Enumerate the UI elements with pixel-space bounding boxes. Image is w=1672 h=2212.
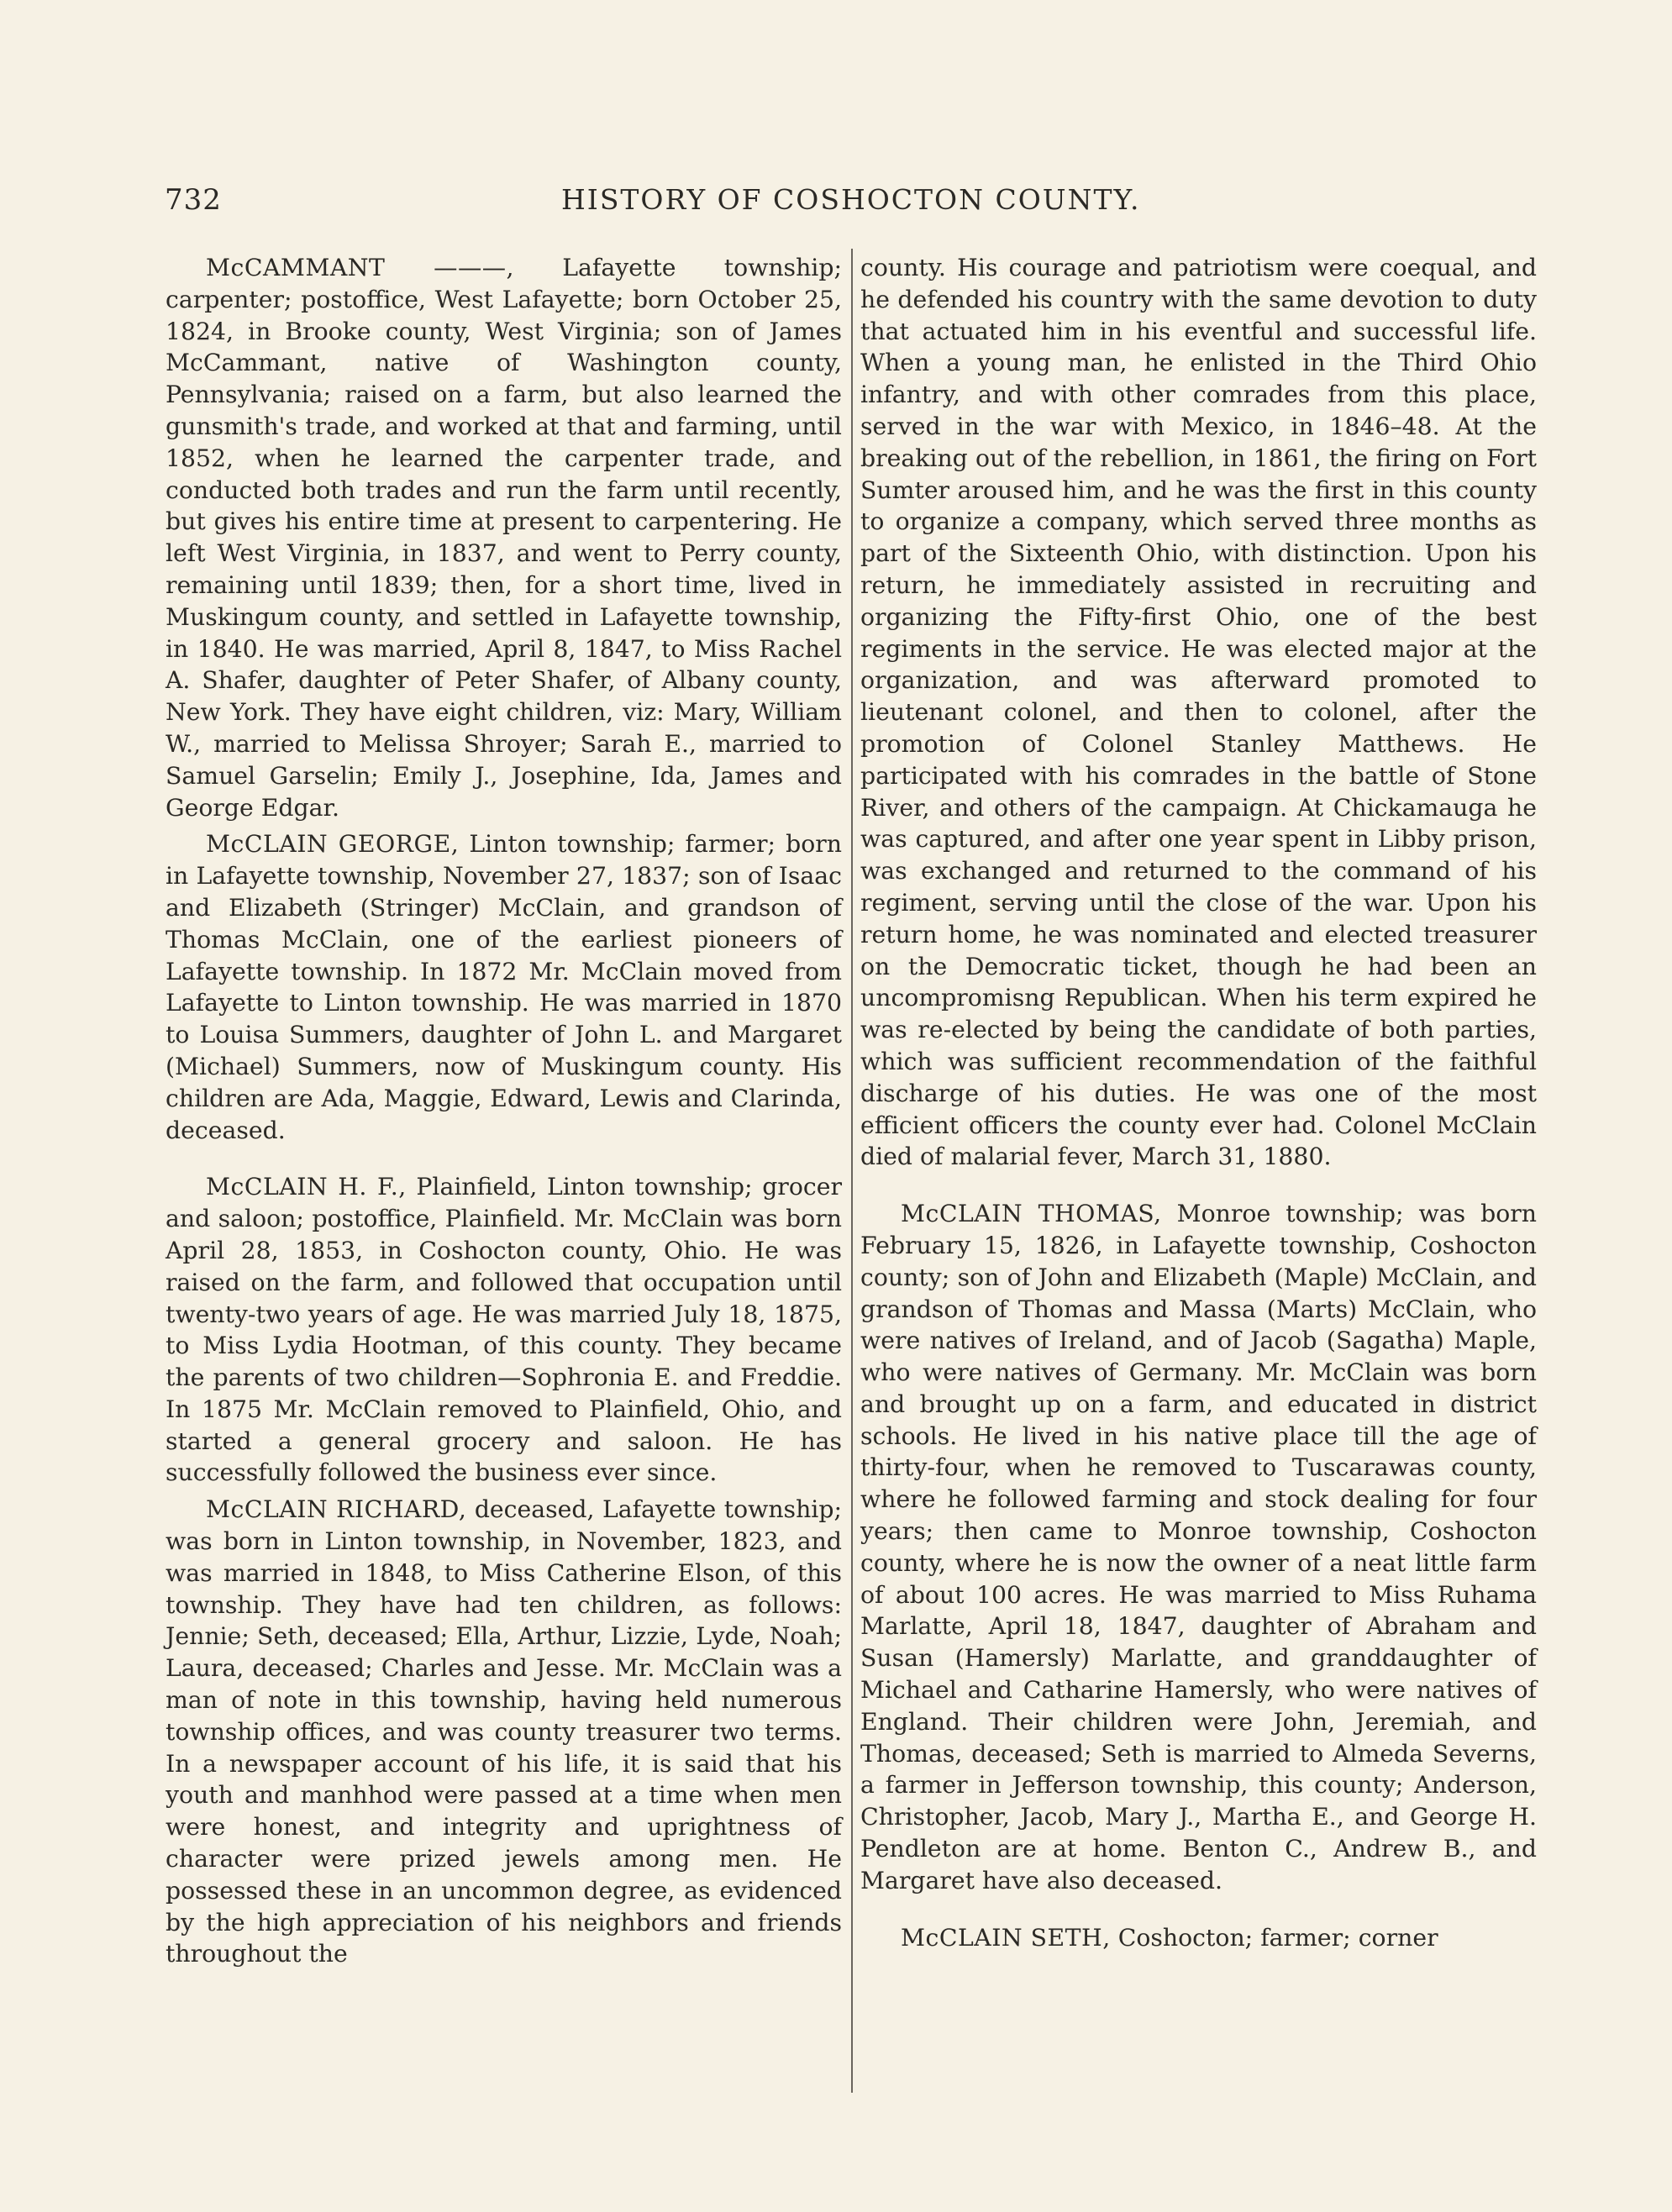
entry-mcclain-richard bbox=[166, 1494, 842, 1970]
entry-mcclain-george bbox=[166, 828, 842, 1146]
entry-mcclain-hf bbox=[166, 1171, 842, 1489]
entry-mcclain-richard-continued bbox=[860, 252, 1537, 1173]
entry-heading: McCLAIN GEORGE, bbox=[206, 830, 460, 859]
entry-heading: McCLAIN THOMAS, bbox=[901, 1200, 1162, 1228]
entry-heading: McCLAIN H. F., bbox=[206, 1173, 407, 1201]
entry-text: Linton township; farmer; born in Lafayette township, November 27, 1837; son of Isaac and Elizabeth (Stringer) McClain, and grandson of Thomas McClain, one of the earliest pioneers of Lafayette township. In 1872 Mr. McClain moved from Lafayette to Linton township. He was married in 1870 to Louisa Summers, daughter of John L. and Margaret (Michael) Summers, now of Muskingum county. His children are Ada, Maggie, Edward, Lewis and Clarinda, deceased. bbox=[166, 830, 842, 1144]
entry-heading: McCLAIN SETH, bbox=[901, 1923, 1111, 1952]
entry-mcclain-thomas bbox=[860, 1198, 1537, 1897]
entry-heading: McCAMMANT ———, bbox=[206, 254, 515, 281]
page-number: 732 bbox=[165, 183, 222, 217]
entry-mcclain-seth bbox=[860, 1922, 1537, 1954]
entry-text: Monroe township; was born February 15, 1826, in Lafayette township, Coshocton county; son of John and Elizabeth (Maple) McClain, and grandson of Thomas and Massa (Marts) McClain, who were natives of Ireland, and of Jacob (Sagatha) Maple, who were natives of Germany. Mr. McClain was born and brought up on a farm, and educated in district schools. He lived in his native place till the age of thirty-four, when he removed to Tuscarawas county, where he followed farming and stock dealing for four years; then came to Monroe township, Coshocton county, where he is now the owner of a neat little farm of about 100 acres. He was married to Miss Ruhama Marlatte, April 18, 1847, daughter of Abraham and Susan (Hamersly) Marlatte, and granddaughter of Michael and Catharine Hamersly, who were natives of England. Their children were John, Jeremiah, and Thomas, deceased; Seth is married to Almeda Severns, a farmer in Jefferson township, this county; Anderson, Christopher, Jacob, Mary J., Martha E., and George H. Pendleton are at home. Benton C., Andrew B., and Margaret have also deceased. bbox=[860, 1200, 1537, 1894]
entry-heading: McCLAIN RICHARD, bbox=[206, 1495, 467, 1524]
right-column bbox=[860, 252, 1537, 1953]
entry-text: Lafayette township; carpenter; postoffice, West Lafayette; born October 25, 1824, in Brooke county, West Virginia; son of James McCammant, native of Washington county, Pennsylvania; raised on a farm, but also learned the gunsmith's trade, and worked at that and farming, until 1852, when he learned the carpenter trade, and conducted both trades and run the farm until recently, but gives his entire time at present to carpentering. He left West Virginia, in 1837, and went to Perry county, remaining until 1839; then, for a short time, lived in Muskingum county, and settled in Lafayette township, in 1840. He was married, April 8, 1847, to Miss Rachel A. Shafer, daughter of Peter Shafer, of Albany county, New York. They have eight children, viz: Mary, William W., married to Melissa Shroyer; Sarah E., married to Samuel Garselin; Emily J., Josephine, Ida, James and George Edgar. bbox=[166, 254, 842, 822]
entry-text: county. His courage and patriotism were coequal, and he defended his country with the same devotion to duty that actuated him in his eventful and successful life. When a young man, he enlisted in the Third Ohio infantry, and with other comrades from this place, served in the war with Mexico, in 1846–48. At the breaking out of the rebellion, in 1861, the firing on Fort Sumter aroused him, and he was the first in this county to organize a company, which served three months as part of the Sixteenth Ohio, with distinction. Upon his return, he immediately assisted in recruiting and organizing the Fifty-first Ohio, one of the best regiments in the service. He was elected major at the organization, and was afterward promoted to lieutenant colonel, and then to colonel, after the promotion of Colonel Stanley Matthews. He participated with his comrades in the battle of Stone River, and others of the campaign. At Chickamauga he was captured, and after one year spent in Libby prison, was exchanged and returned to the command of his regiment, serving until the close of the war. Upon his return home, he was nominated and elected treasurer on the Democratic ticket, though he had been an uncompromisng Republican. When his term expired he was re-elected by being the candidate of both parties, which was sufficient recommendation of the faithful discharge of his duties. He was one of the most efficient officers the county ever had. Colonel McClain died of malarial fever, March 31, 1880. bbox=[860, 254, 1537, 1171]
left-column bbox=[166, 252, 842, 1970]
entry-text: Coshocton; farmer; corner bbox=[1110, 1923, 1438, 1952]
entry-text: Plainfield, Linton township; grocer and saloon; postoffice, Plainfield. Mr. McClain was born April 28, 1853, in Coshocton county, Ohio. He was raised on the farm, and followed that occupation until twenty-two years of age. He was married July 18, 1875, to Miss Lydia Hootman, of this county. They became the parents of two children—Sophronia E. and Freddie. In 1875 Mr. McClain removed to Plainfield, Ohio, and started a general grocery and saloon. He has successfully followed the business ever since. bbox=[166, 1173, 842, 1487]
entry-text: deceased, Lafayette township; was born in Linton township, in November, 1823, and was married in 1848, to Miss Catherine Elson, of this township. They have had ten children, as follows: Jennie; Seth, deceased; Ella, Arthur, Lizzie, Lyde, Noah; Laura, deceased; Charles and Jesse. Mr. McClain was a man of note in this township, having held numerous township offices, and was county treasurer two terms. In a newspaper account of his life, it is said that his youth and manhhod were passed at a time when men were honest, and integrity and uprightness of character were prized jewels among men. He possessed these in an uncommon degree, as evidenced by the high appreciation of his neighbors and friends throughout the bbox=[166, 1495, 842, 1968]
page-title: HISTORY OF COSHOCTON COUNTY. bbox=[561, 183, 1141, 216]
column-divider bbox=[851, 249, 853, 2093]
entry-mccammant bbox=[166, 252, 842, 823]
